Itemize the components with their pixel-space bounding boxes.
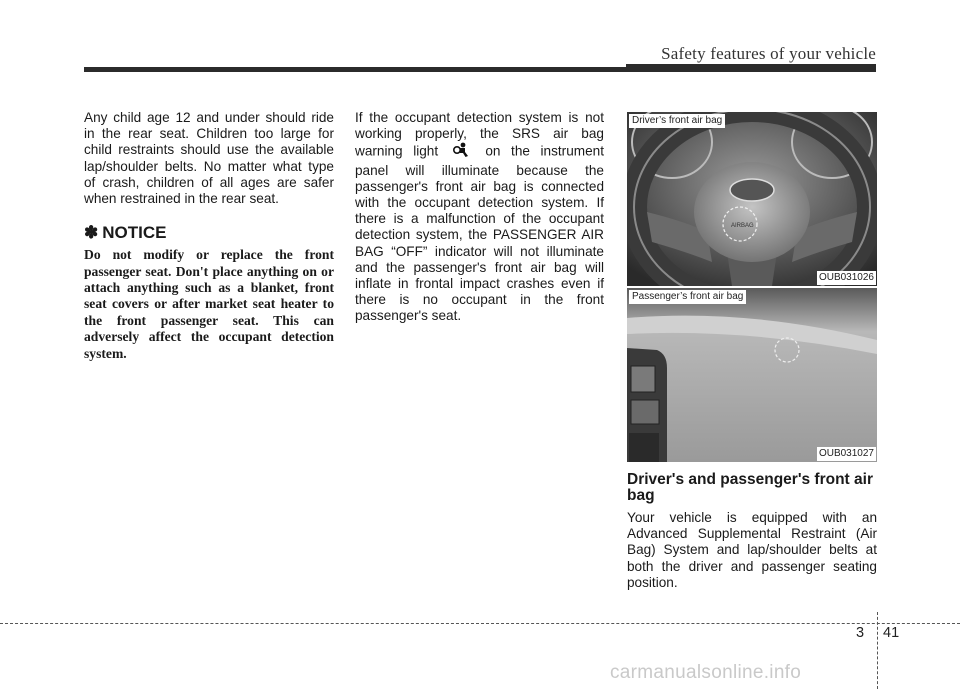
passenger-airbag-figure-code: OUB031027 (818, 448, 874, 459)
middle-column (355, 110, 604, 325)
occupant-detection-paragraph (355, 110, 604, 325)
notice-heading (84, 223, 334, 243)
driver-airbag-figure (627, 112, 877, 286)
left-column (84, 110, 334, 362)
dashboard-image (627, 288, 877, 462)
right-column (627, 112, 877, 591)
chapter-number: 3 (856, 625, 865, 641)
footer-divider (877, 612, 878, 689)
section-body: Your vehicle is equipped with an Advanced Supplemental Restraint (Air Bag) System and lap/shoulder belts at both the driver and passenger seating position. (627, 510, 877, 590)
driver-airbag-figure-code: OUB031026 (818, 272, 874, 283)
intro-paragraph: Any child age 12 and under should ride in the rear seat. Children too large for child restraints should use the available lap/shoulder belts. No matter what type of crash, children of all ages are safer when restrained in the rear seat. (84, 110, 334, 207)
notice-symbol-icon: ✽ (84, 223, 99, 243)
page-number: 41 (883, 625, 900, 641)
passenger-airbag-figure (627, 288, 877, 462)
notice-title: NOTICE (102, 223, 167, 243)
steering-wheel-image (627, 112, 877, 286)
svg-text:AIRBAG: AIRBAG (731, 223, 754, 229)
watermark: carmanualsonline.info (610, 662, 802, 683)
header-title: Safety features of your vehicle (661, 44, 876, 63)
passenger-airbag-label: Passenger’s front air bag (629, 290, 746, 304)
footer-rule (0, 623, 960, 624)
paragraph-text-start: If the occupant detection system is not working properly, the SRS air bag warning light (355, 110, 604, 160)
driver-airbag-label: Driver’s front air bag (629, 114, 725, 128)
section-title: Driver's and passenger's front air bag (627, 471, 873, 504)
header-rule-accent (626, 64, 876, 72)
paragraph-text-end: on the instrument panel will illuminate because the passenger's front air bag is connected with the occupant detection system. If there is a malfunction of the occupant detection system, the PASSENGER AIR BAG “OFF” indicator will not illuminate and the passenger's front air bag will inflate in frontal impact crashes even if there is no occupant in the front passenger's seat. (355, 144, 604, 324)
notice-body: Do not modify or replace the front passenger seat. Don't place anything on or attach anything such as a blanket, front seat covers or after market seat heater to the front passenger seat. This can adversely affect the occupant detection system. (84, 247, 334, 361)
airbag-warning-icon (453, 142, 471, 162)
